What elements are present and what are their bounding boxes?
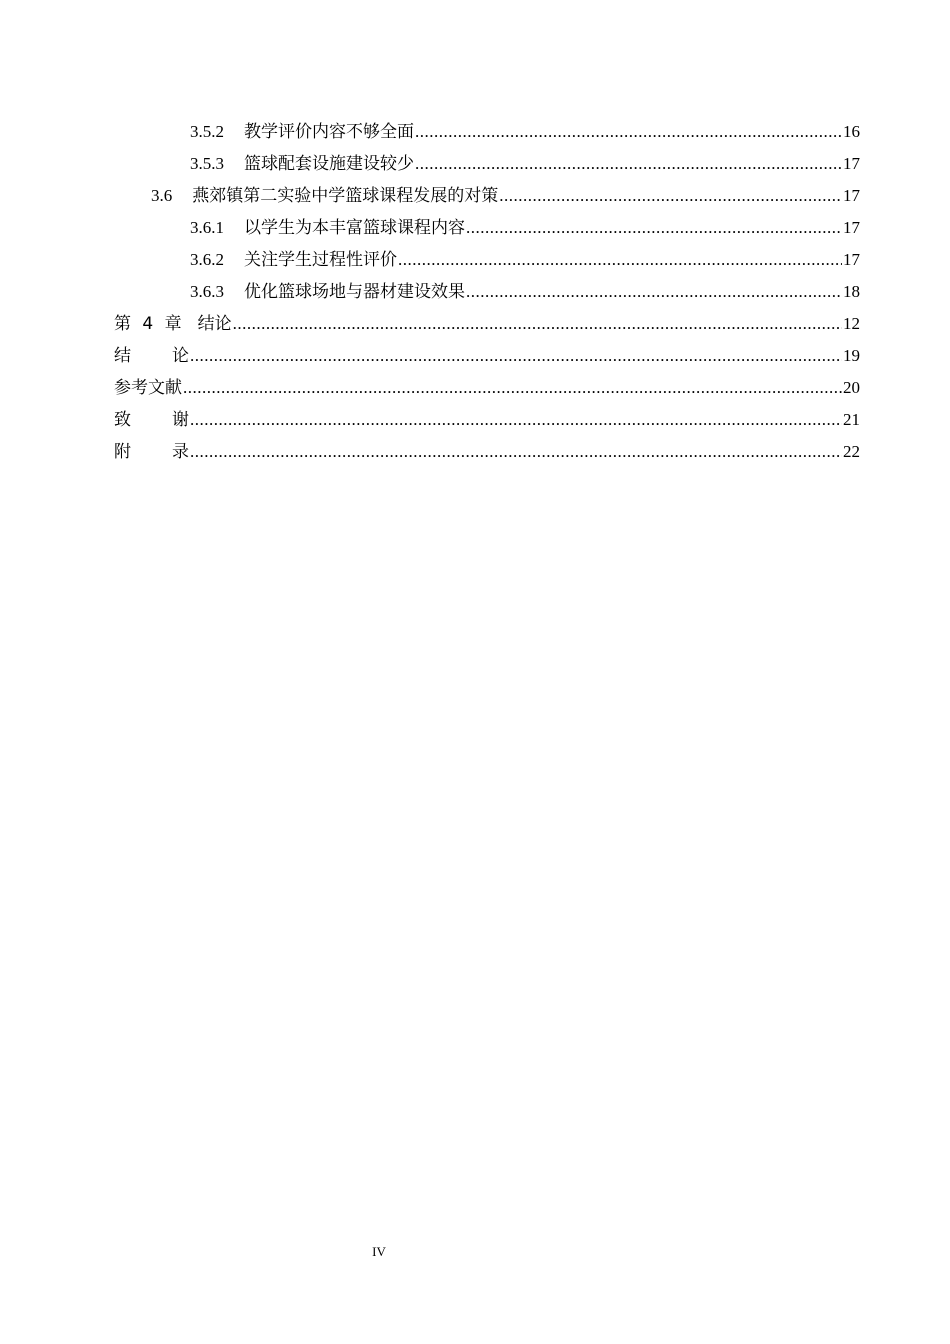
toc-title-char: 结 [114,346,131,366]
toc-page-number: 17 [843,250,860,269]
toc-title [114,340,189,372]
dot-leader [466,276,842,308]
toc-number: 3.6.1 [190,218,224,237]
toc-entry-3-5-2[interactable] [114,116,860,148]
toc-entry-3-6-2[interactable] [114,244,860,276]
toc-title: 篮球配套设施建设较少 [244,154,414,173]
toc-title-char: 致 [114,410,131,430]
toc-page-number: 18 [843,282,860,301]
toc-title [114,436,189,468]
toc-number: 3.5.2 [190,122,224,141]
toc-title: 优化篮球场地与器材建设效果 [244,282,465,301]
dot-leader [499,180,842,212]
toc-entry-3-5-3[interactable] [114,148,860,180]
dot-leader [466,212,842,244]
toc-entry-chapter-4[interactable] [114,308,860,340]
toc-number: 3.5.3 [190,154,224,173]
toc-title-char: 录 [172,442,189,462]
dot-leader [415,148,842,180]
toc-number: 3.6.2 [190,250,224,269]
toc-page-number: 20 [843,378,860,397]
toc-page-number: 19 [843,346,860,365]
toc-page-number: 17 [843,186,860,205]
dot-leader [190,436,842,468]
dot-leader [190,404,842,436]
dot-leader [415,116,842,148]
dot-leader [183,372,842,404]
toc-page-number: 17 [843,154,860,173]
page-footer-number: IV [372,1244,386,1259]
toc-entry-3-6[interactable] [114,180,860,212]
dot-leader [398,244,842,276]
toc-page-number: 12 [843,314,860,333]
toc-chapter-label: 第 4 章 [114,314,182,334]
dot-leader [233,308,842,340]
toc-title: 以学生为本丰富篮球课程内容 [244,218,465,237]
toc-page-number: 16 [843,122,860,141]
toc-entry-references[interactable] [114,372,860,404]
toc-title-char: 谢 [172,410,189,430]
toc-entry-conclusion[interactable] [114,340,860,372]
table-of-contents [114,116,860,468]
toc-number: 3.6.3 [190,282,224,301]
toc-title: 参考文献 [114,378,182,398]
toc-entry-appendix[interactable] [114,436,860,468]
toc-title: 结论 [197,314,232,334]
toc-title-char: 附 [114,442,131,462]
toc-title: 关注学生过程性评价 [244,250,397,269]
toc-number: 3.6 [151,186,173,205]
toc-title-char: 论 [172,346,189,366]
toc-page-number: 17 [843,218,860,237]
toc-title: 燕郊镇第二实验中学篮球课程发展的对策 [192,186,499,205]
toc-page-number: 21 [843,410,860,429]
toc-title: 教学评价内容不够全面 [244,122,414,141]
dot-leader [190,340,842,372]
toc-entry-3-6-3[interactable] [114,276,860,308]
toc-page-number: 22 [843,442,860,461]
toc-entry-acknowledgements[interactable] [114,404,860,436]
toc-title [114,404,189,436]
toc-entry-3-6-1[interactable] [114,212,860,244]
